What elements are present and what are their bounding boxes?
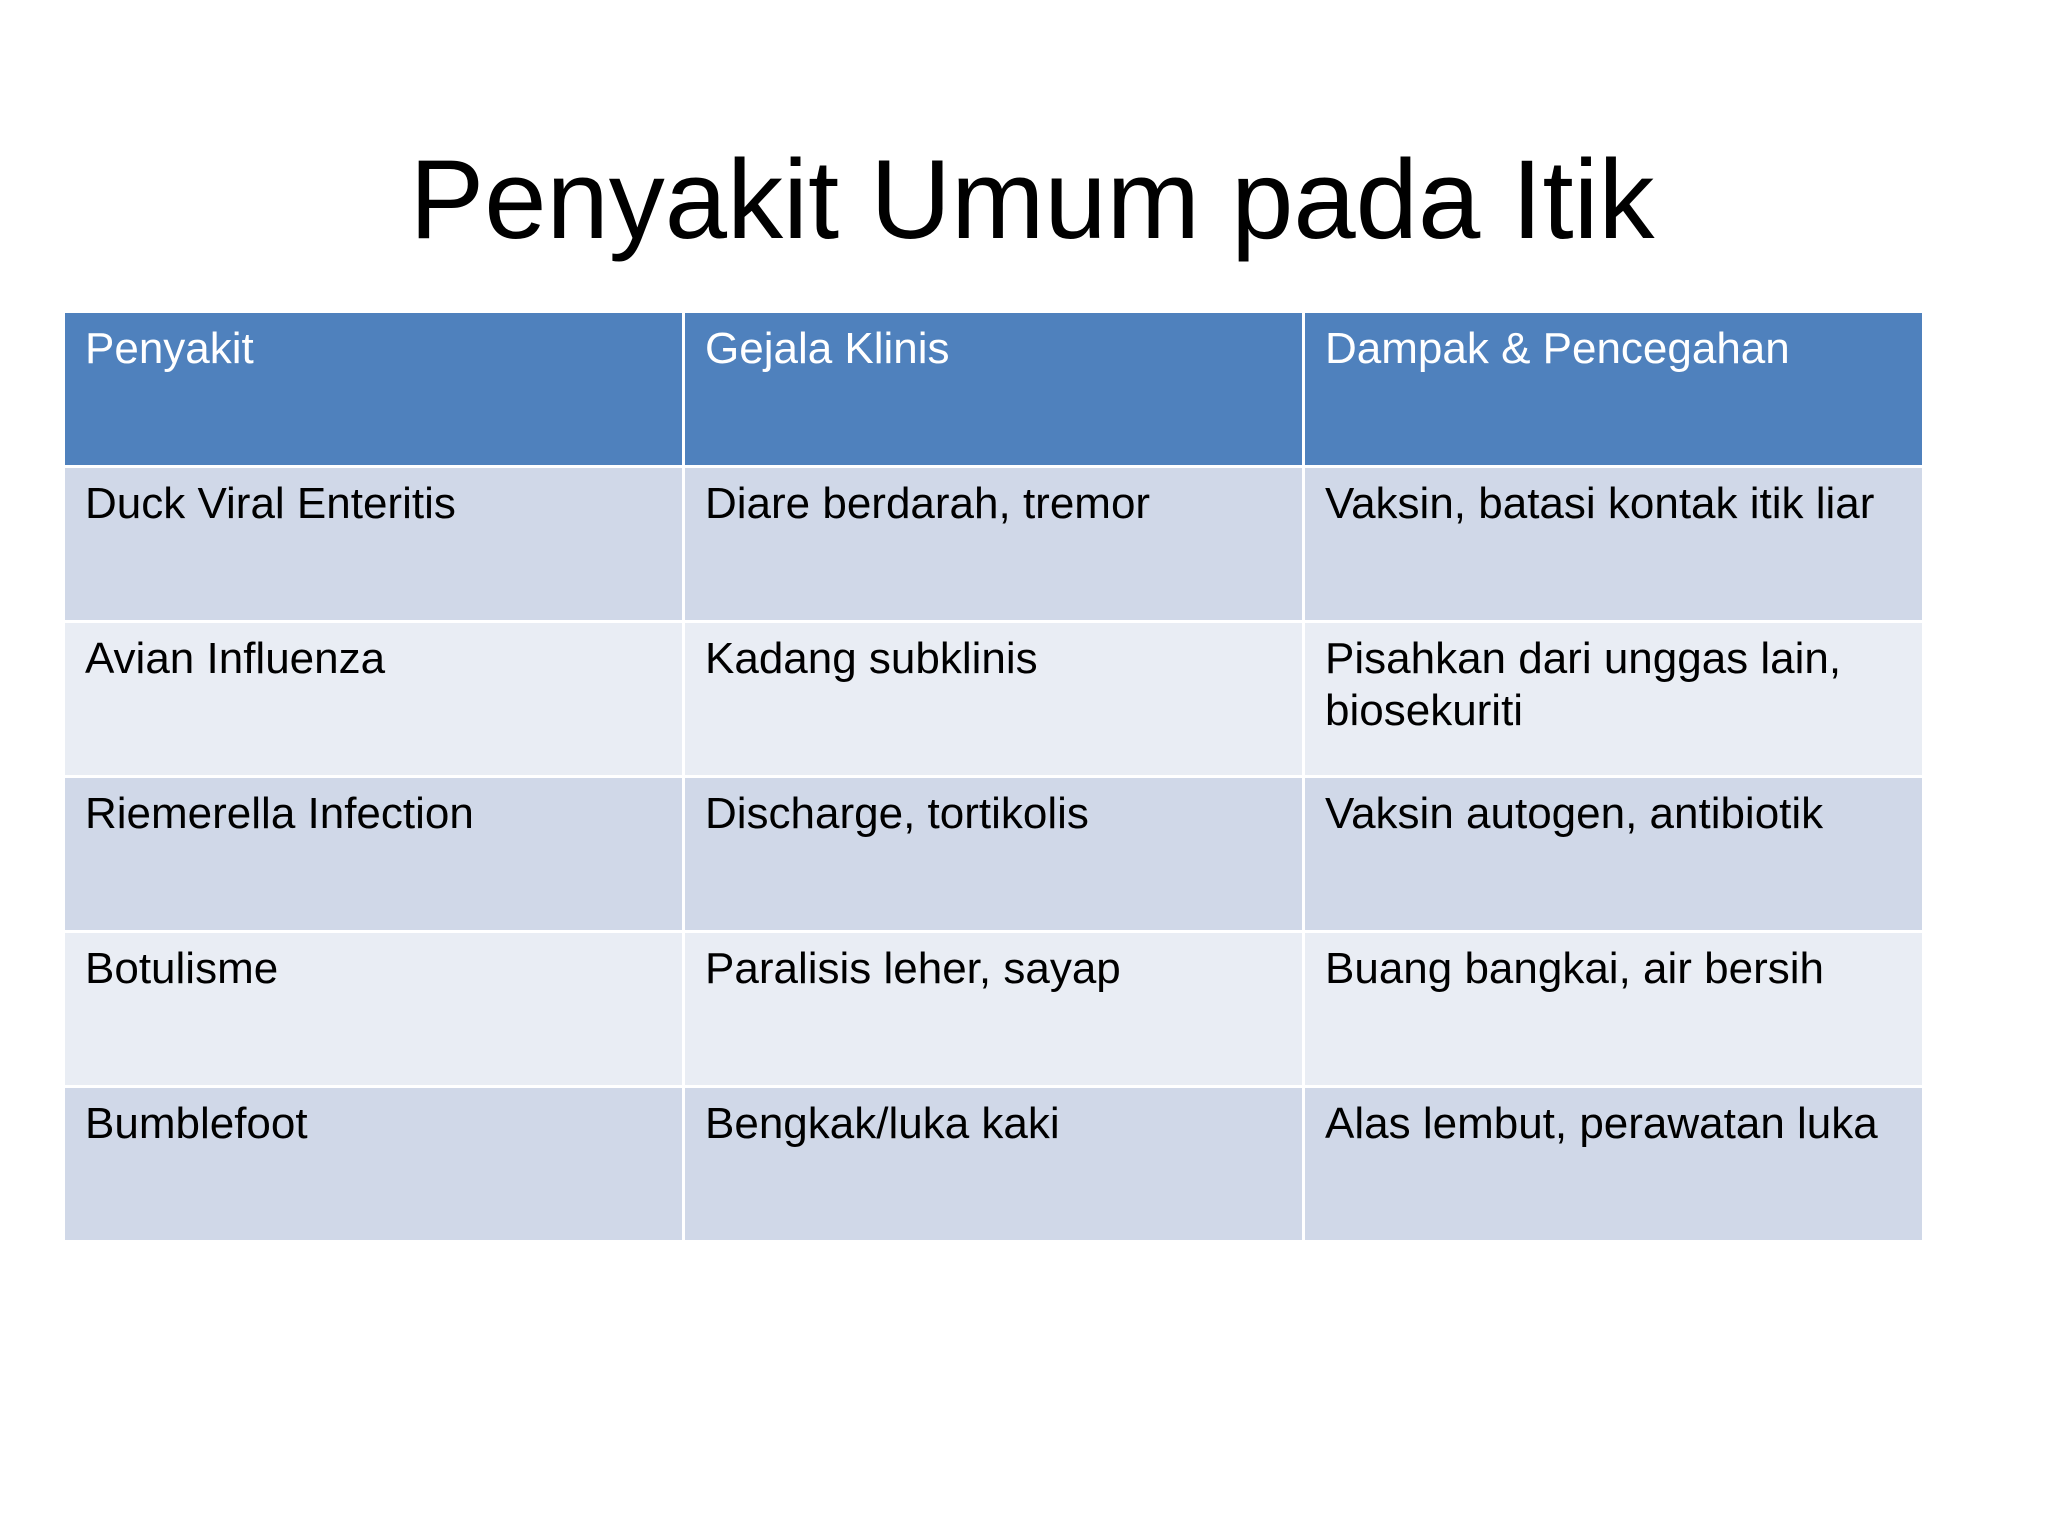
table-cell-prevention: Vaksin, batasi kontak itik liar [1304,467,1924,622]
table-cell-prevention: Vaksin autogen, antibiotik [1304,777,1924,932]
slide-title: Penyakit Umum pada Itik [409,137,1655,262]
table-cell-disease: Botulisme [64,932,684,1087]
header-dampak-pencegahan: Dampak & Pencegahan [1304,312,1924,467]
header-penyakit: Penyakit [64,312,684,467]
header-gejala-klinis: Gejala Klinis [684,312,1304,467]
table-cell-disease: Avian Influenza [64,622,684,777]
table-row [64,467,1924,622]
table-cell-disease: Duck Viral Enteritis [64,467,684,622]
table-cell-prevention: Alas lembut, perawatan luka [1304,1087,1924,1242]
table-cell-symptoms: Bengkak/luka kaki [684,1087,1304,1242]
table-row [64,622,1924,777]
table-cell-symptoms: Kadang subklinis [684,622,1304,777]
table-row [64,932,1924,1087]
table-cell-disease: Riemerella Infection [64,777,684,932]
table-cell-prevention: Buang bangkai, air bersih [1304,932,1924,1087]
table-cell-symptoms: Discharge, tortikolis [684,777,1304,932]
table-cell-disease: Bumblefoot [64,1087,684,1242]
table-cell-symptoms: Diare berdarah, tremor [684,467,1304,622]
disease-table [62,310,1925,1243]
table-header-row [64,312,1924,467]
table-cell-symptoms: Paralisis leher, sayap [684,932,1304,1087]
table-row [64,1087,1924,1242]
table-row [64,777,1924,932]
table-cell-prevention: Pisahkan dari unggas lain, biosekuriti [1304,622,1924,777]
